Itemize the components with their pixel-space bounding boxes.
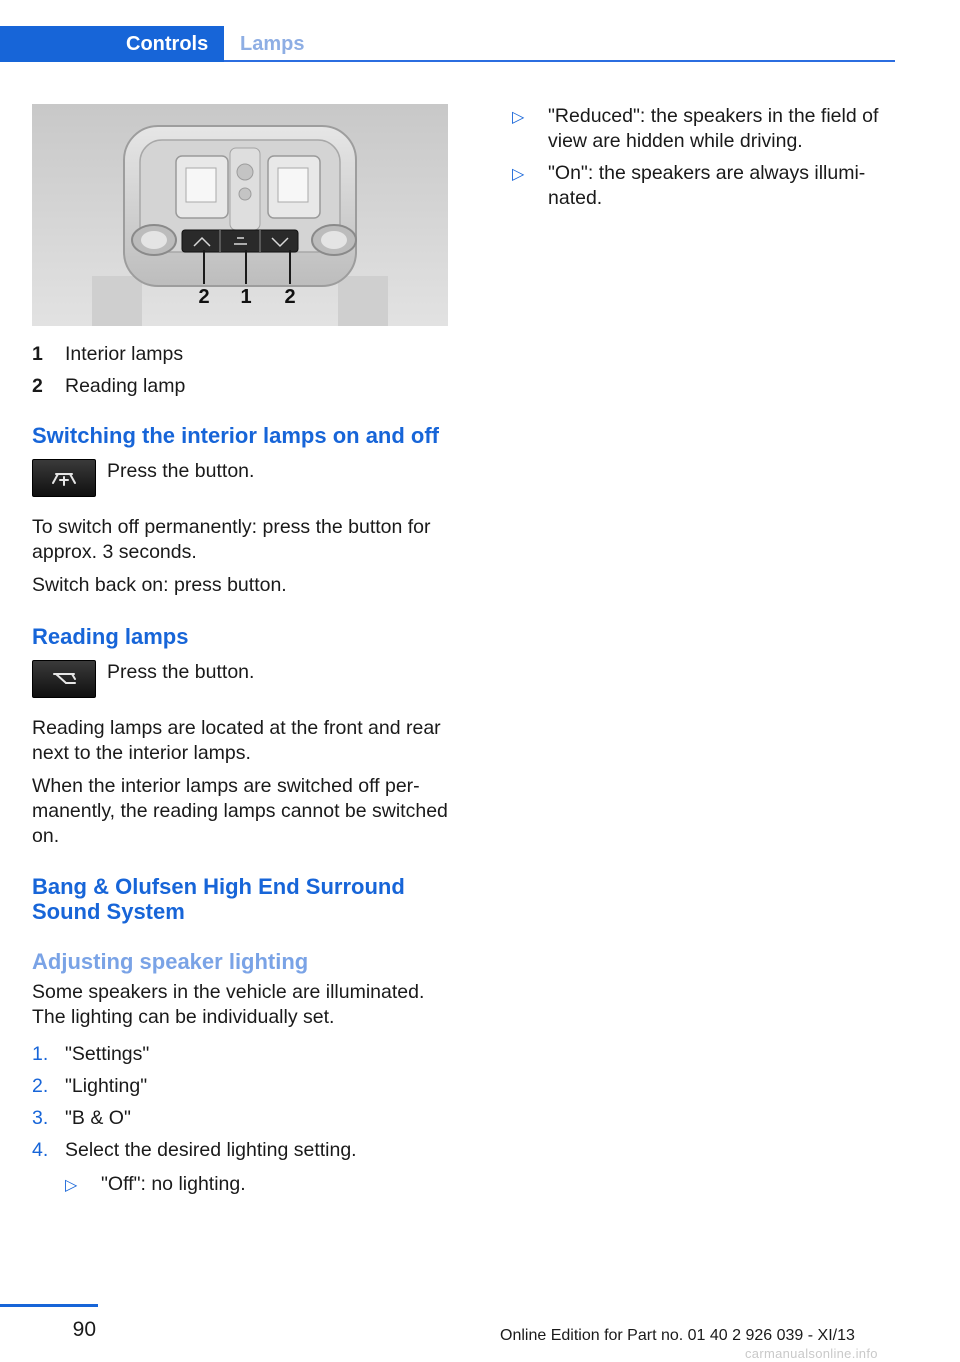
step-number: 3. bbox=[32, 1106, 49, 1129]
callout-label: 2 bbox=[198, 286, 210, 308]
list-item bbox=[32, 1134, 448, 1166]
legend-text: Reading lamp bbox=[65, 374, 186, 397]
heading-interior-lamps: Switching the interior lamps on and off bbox=[32, 423, 440, 448]
interior-lamp-button-icon bbox=[32, 459, 96, 497]
step-text: "Lighting" bbox=[65, 1074, 148, 1097]
heading-reading-lamps: Reading lamps bbox=[32, 624, 189, 649]
step-text: "B & O" bbox=[65, 1106, 131, 1129]
option-text: "On": the speakers are always illumi-nated. bbox=[548, 162, 866, 209]
press-button-text: Press the button. bbox=[107, 661, 255, 683]
press-button-text: Press the button. bbox=[107, 460, 255, 482]
legend-item bbox=[32, 338, 448, 370]
list-item bbox=[32, 1102, 448, 1134]
list-item bbox=[32, 1070, 448, 1102]
heading-bang-olufsen: Bang & Olufsen High End Surround Sound System bbox=[32, 874, 405, 924]
step-number: 2. bbox=[32, 1074, 49, 1097]
callout-label: 2 bbox=[284, 286, 296, 308]
bullet-triangle-icon: ▷ bbox=[65, 1177, 78, 1194]
edition-note: Online Edition for Part no. 01 40 2 926 039 - XI/13 bbox=[500, 1327, 855, 1344]
legend-text: Interior lamps bbox=[65, 342, 184, 365]
subheading-speaker-lighting: Adjusting speaker lighting bbox=[32, 949, 309, 974]
watermark: carmanualsonline.info bbox=[745, 1346, 878, 1361]
figure-legend bbox=[32, 338, 448, 402]
interior-lamps-figure bbox=[32, 104, 448, 326]
option-text: "Reduced": the speakers in the field of view are hidden while driving. bbox=[548, 105, 879, 152]
paragraph: Reading lamps are located at the front and rear next to the interior lamps. bbox=[32, 717, 441, 764]
right-column bbox=[512, 104, 892, 211]
option-text: "Off": no lighting. bbox=[101, 1173, 246, 1195]
reading-lamp-button-icon bbox=[32, 660, 96, 698]
steps-list bbox=[32, 1038, 448, 1166]
tab-lamps[interactable]: Lamps bbox=[240, 33, 305, 55]
list-item bbox=[65, 1172, 448, 1198]
step-number: 1. bbox=[32, 1042, 49, 1065]
step-text: Select the desired lighting setting. bbox=[65, 1138, 357, 1161]
callout-label: 1 bbox=[240, 286, 252, 308]
list-item bbox=[32, 1038, 448, 1070]
interior-lamp-instruction bbox=[32, 459, 448, 497]
header-tabs bbox=[0, 26, 895, 62]
bullet-triangle-icon: ▷ bbox=[512, 166, 525, 183]
paragraph: To switch off permanently: press the button for approx. 3 seconds. bbox=[32, 516, 431, 563]
legend-number: 1 bbox=[32, 342, 43, 365]
legend-number: 2 bbox=[32, 374, 43, 397]
left-column bbox=[32, 104, 448, 1198]
tab-controls[interactable]: Controls bbox=[0, 26, 224, 62]
reading-lamp-instruction bbox=[32, 660, 448, 698]
list-item bbox=[512, 161, 892, 211]
overhead-console-illustration bbox=[32, 104, 448, 326]
step-text: "Settings" bbox=[65, 1042, 150, 1065]
page-number-rule bbox=[0, 1304, 98, 1307]
list-item bbox=[512, 104, 892, 154]
paragraph: Switch back on: press button. bbox=[32, 574, 287, 596]
bullet-triangle-icon: ▷ bbox=[512, 109, 525, 126]
legend-item bbox=[32, 370, 448, 402]
paragraph: When the interior lamps are switched off per-manently, the reading lamps cannot be switched on. bbox=[32, 775, 448, 847]
paragraph: Some speakers in the vehicle are illuminated. The lighting can be individually set. bbox=[32, 981, 425, 1028]
step-number: 4. bbox=[32, 1138, 49, 1161]
page-number: 90 bbox=[72, 1318, 96, 1341]
